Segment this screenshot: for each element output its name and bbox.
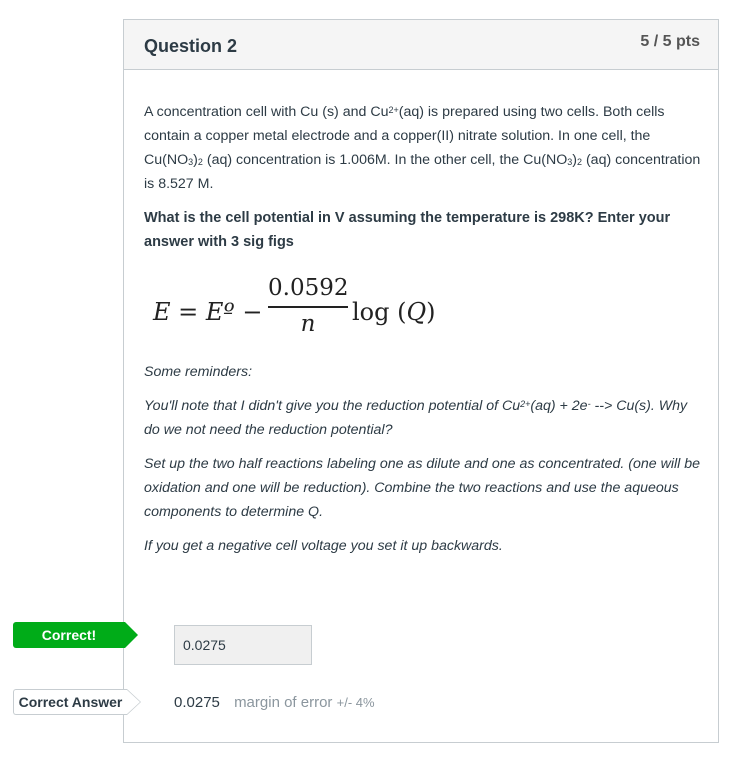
correct-answer-badge: Correct Answer — [13, 689, 127, 715]
reminder-2: Set up the two half reactions labeling one as dilute and one as concentrated. (one will be oxidation and one will be reduction). Combine the two reactions and use the aqueous components to determine Q. — [144, 456, 701, 520]
question-header — [124, 20, 718, 70]
question-paragraph-1: A concentration cell with Cu (s) and $Cu^{2+}(aq)$ is prepared using two cells. Both cells contain a copper metal electrode and a copper(II) nitrate solution. In one cell, the $Cu(NO_3)_2$ (aq) concentration is 1.006M. In the other cell, the $Cu(NO_3)_2$ (aq) concentration is 8.527 M. — [144, 104, 701, 192]
question-prompt: What is the cell potential in V assuming the temperature is 298K? Enter your answer with 3 sig figs — [144, 210, 671, 250]
reminder-3: If you get a negative cell voltage you set it up backwards. — [144, 538, 503, 554]
correct-answer-row — [174, 694, 375, 711]
equation-rhs: log (Q) — [352, 298, 436, 326]
question-title: Question 2 — [144, 36, 238, 56]
equation-denominator: n — [300, 310, 316, 337]
equation-numerator: 0.0592 — [268, 275, 349, 301]
fraction-bar — [268, 306, 348, 308]
question-points: 5 / 5 pts — [640, 33, 700, 50]
margin-of-error-label: margin of error — [234, 694, 333, 711]
correct-answer-value: 0.0275 — [174, 694, 220, 711]
equation-fraction — [268, 274, 348, 337]
reminder-1: You'll note that I didn't give you the reduction potential of $Cu^{2+}(aq) + 2e^-$ --> Cu(s). Why do we not need the reduction potential? — [144, 398, 688, 438]
reminders-heading: Some reminders: — [144, 364, 253, 380]
question-text — [144, 100, 704, 568]
equation-lhs: E = Eº − — [153, 298, 263, 326]
correct-badge: Correct! — [13, 622, 125, 648]
nernst-equation — [144, 274, 704, 352]
user-answer-field: 0.0275 — [174, 625, 312, 665]
margin-of-error-value: +/- 4% — [336, 695, 375, 710]
